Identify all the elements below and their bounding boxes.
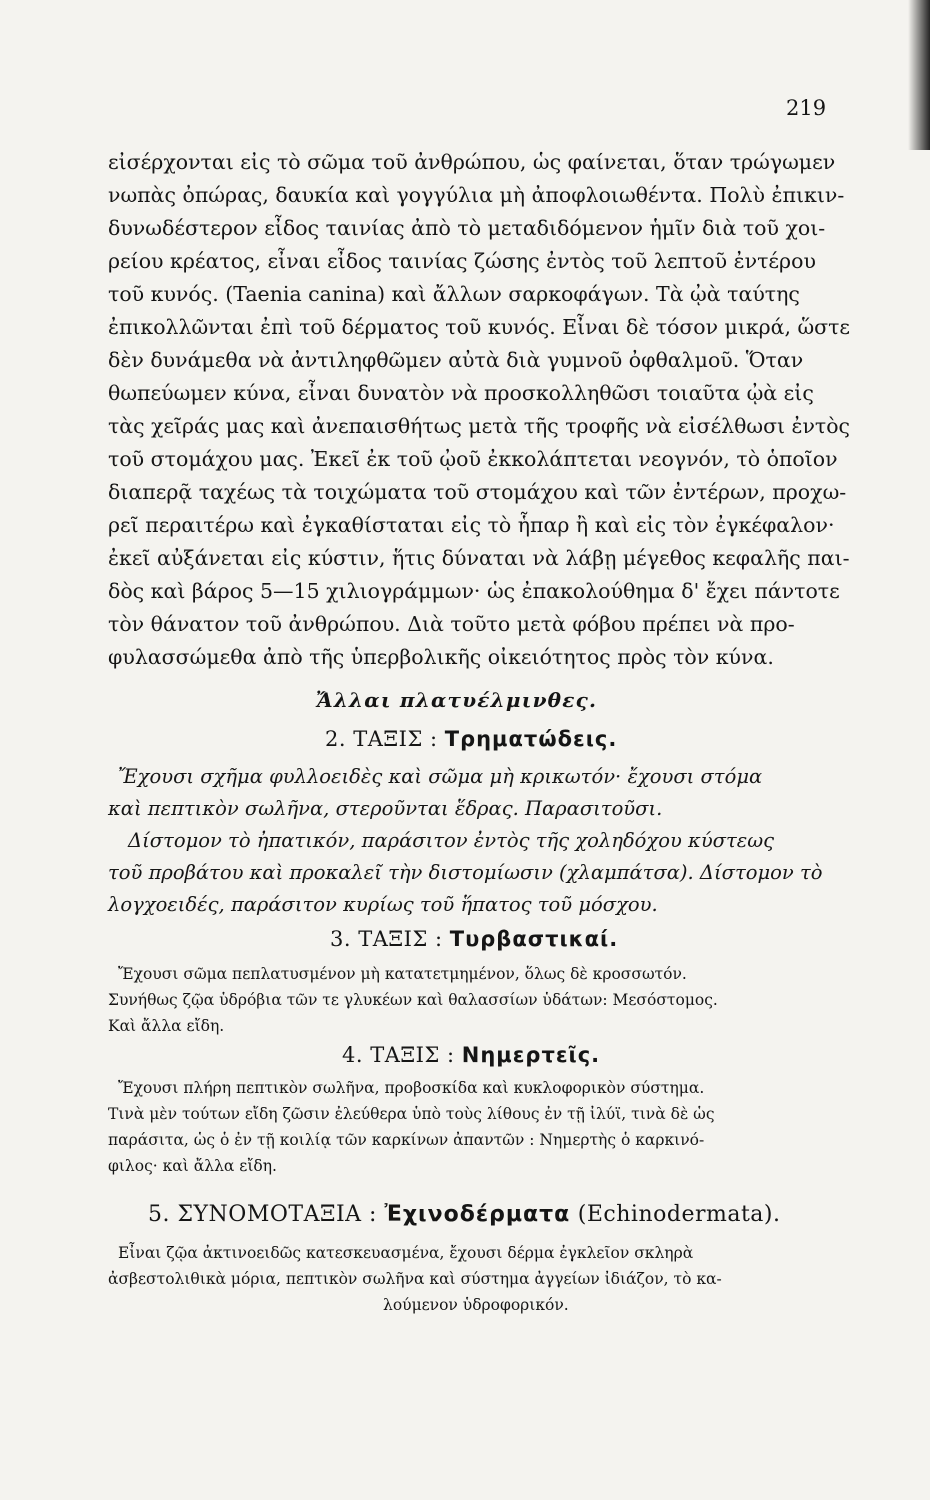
text-line: παράσιτα, ὡς ὁ ἐν τῇ κοιλίᾳ τῶν καρκίνων ἀπαντῶν : Νημερτὴς ὁ καρκινό- — [108, 1131, 705, 1149]
text-line: τὰς χεῖράς μας καὶ ἀνεπαισθήτως μετὰ τῆς τροφῆς νὰ εἰσέλθωσι ἐντὸς — [108, 414, 850, 438]
text-line: τὸν θάνατον τοῦ ἀνθρώπου. Διὰ τοῦτο μετὰ φόβου πρέπει νὰ προ- — [108, 612, 795, 636]
phylum-latin-name: (Echinodermata). — [577, 1202, 781, 1227]
text-line: Δίστομον τὸ ἠπατικόν, παράσιτον ἐντὸς τῆς χοληδόχου κύστεως — [128, 829, 775, 852]
text-line: Τινὰ μὲν τούτων εἴδη ζῶσιν ἐλεύθερα ὑπὸ τοὺς λίθους ἐν τῇ ἰλύϊ, τινὰ δὲ ὡς — [108, 1105, 715, 1123]
phylum-name: Ἐχινοδέρματα — [384, 1202, 571, 1227]
text-line: εἰσέρχονται εἰς τὸ σῶμα τοῦ ἀνθρώπου, ὡς φαίνεται, ὅταν τρώγωμεν — [108, 150, 836, 174]
page-edge-shadow — [908, 0, 930, 150]
text-line: Ἔχουσι σῶμα πεπλατυσμένον μὴ κατατετμημένον, ὅλως δὲ κροσσωτόν. — [118, 965, 687, 983]
heading-phylum-5 — [148, 1202, 781, 1227]
text-line: ρείου κρέατος, εἶναι εἶδος ταινίας ζώσης ἐντὸς τοῦ λεπτοῦ ἐντέρου — [108, 249, 816, 273]
text-line: ρεῖ περαιτέρω καὶ ἐγκαθίσταται εἰς τὸ ἧπαρ ἢ καὶ εἰς τὸν ἐγκέφαλον· — [108, 513, 835, 537]
heading-class-4 — [342, 1043, 600, 1067]
text-line: Καὶ ἄλλα εἴδη. — [108, 1017, 225, 1035]
text-line: νωπὰς ὀπώρας, δαυκία καὶ γογγύλια μὴ ἀποφλοιωθέντα. Πολὺ ἐπικιν- — [108, 183, 845, 207]
class-number: 2. ΤΑΞΙΣ : — [325, 727, 438, 751]
text-line: Ἔχουσι πλήρη πεπτικὸν σωλῆνα, προβοσκίδα καὶ κυκλοφορικὸν σύστημα. — [118, 1079, 705, 1097]
text-line: Ἔχουσι σχῆμα φυλλοειδὲς καὶ σῶμα μὴ κρικωτόν· ἔχουσι στόμα — [118, 765, 763, 788]
class-name: Τρηματώδεις. — [444, 727, 618, 751]
text-line: δὸς καὶ βάρος 5—15 χιλιογράμμων· ὡς ἐπακολούθημα δ' ἔχει πάντοτε — [108, 579, 840, 603]
text-line: διαπερᾷ ταχέως τὰ τοιχώματα τοῦ στομάχου καὶ τῶν ἐντέρων, προχω- — [108, 480, 847, 504]
text-line: Συνήθως ζῷα ὑδρόβια τῶν τε γλυκέων καὶ θαλασσίων ὑδάτων: Μεσόστομος. — [108, 991, 718, 1009]
page-number: 219 — [786, 96, 827, 120]
heading-class-2 — [325, 727, 617, 751]
text-line: θωπεύωμεν κύνα, εἶναι δυνατὸν νὰ προσκολληθῶσι τοιαῦτα ᾠὰ εἰς — [108, 381, 814, 405]
text-line: ἐπικολλῶνται ἐπὶ τοῦ δέρματος τοῦ κυνός. Εἶναι δὲ τόσον μικρά, ὥστε — [108, 315, 851, 339]
subheading-other-flatworms: Ἄλλαι πλατυέλμινθες. — [316, 688, 598, 712]
class-number: 4. ΤΑΞΙΣ : — [342, 1043, 455, 1067]
class-number: 3. ΤΑΞΙΣ : — [330, 927, 443, 951]
text-line: τοῦ προβάτου καὶ προκαλεῖ τὴν διστομίωσιν (χλαμπάτσα). Δίστομον τὸ — [108, 861, 823, 884]
phylum-number: 5. ΣΥΝΟΜΟΤΑΞΙΑ : — [148, 1202, 377, 1227]
text-line: τοῦ στομάχου μας. Ἐκεῖ ἐκ τοῦ ᾠοῦ ἐκκολάπτεται νεογνόν, τὸ ὁποῖον — [108, 447, 838, 471]
text-line: λογχοειδές, παράσιτον κυρίως τοῦ ἥπατος τοῦ μόσχου. — [108, 893, 658, 916]
text-line: δυνωδέστερον εἶδος ταινίας ἀπὸ τὸ μεταδιδόμενον ἡμῖν διὰ τοῦ χοι- — [108, 216, 826, 240]
class-name: Τυρβαστικαί. — [449, 927, 619, 951]
text-line: καὶ πεπτικὸν σωλῆνα, στεροῦνται ἕδρας. Παρασιτοῦσι. — [108, 797, 663, 820]
heading-class-3 — [330, 927, 618, 951]
text-line: ἐκεῖ αὐξάνεται εἰς κύστιν, ἥτις δύναται νὰ λάβῃ μέγεθος κεφαλῆς παι- — [108, 546, 850, 570]
text-line: φυλασσώμεθα ἀπὸ τῆς ὑπερβολικῆς οἰκειότητος πρὸς τὸν κύνα. — [108, 645, 774, 669]
text-line: τοῦ κυνός. (Taenia canina) καὶ ἄλλων σαρκοφάγων. Τὰ ᾠὰ ταύτης — [108, 282, 800, 306]
text-line: ἀσβεστολιθικὰ μόρια, πεπτικὸν σωλῆνα καὶ σύστημα ἀγγείων ἰδιάζον, τὸ κα- — [108, 1270, 722, 1288]
text-line: λούμενον ὑδροφορικόν. — [383, 1296, 569, 1314]
text-line: φιλος· καὶ ἄλλα εἴδη. — [108, 1157, 277, 1175]
text-line: δὲν δυνάμεθα νὰ ἀντιληφθῶμεν αὐτὰ διὰ γυμνοῦ ὀφθαλμοῦ. Ὅταν — [108, 348, 804, 372]
text-line: Εἶναι ζῷα ἀκτινοειδῶς κατεσκευασμένα, ἔχουσι δέρμα ἐγκλεῖον σκληρὰ — [118, 1244, 694, 1262]
class-name: Νημερτεῖς. — [461, 1043, 601, 1067]
